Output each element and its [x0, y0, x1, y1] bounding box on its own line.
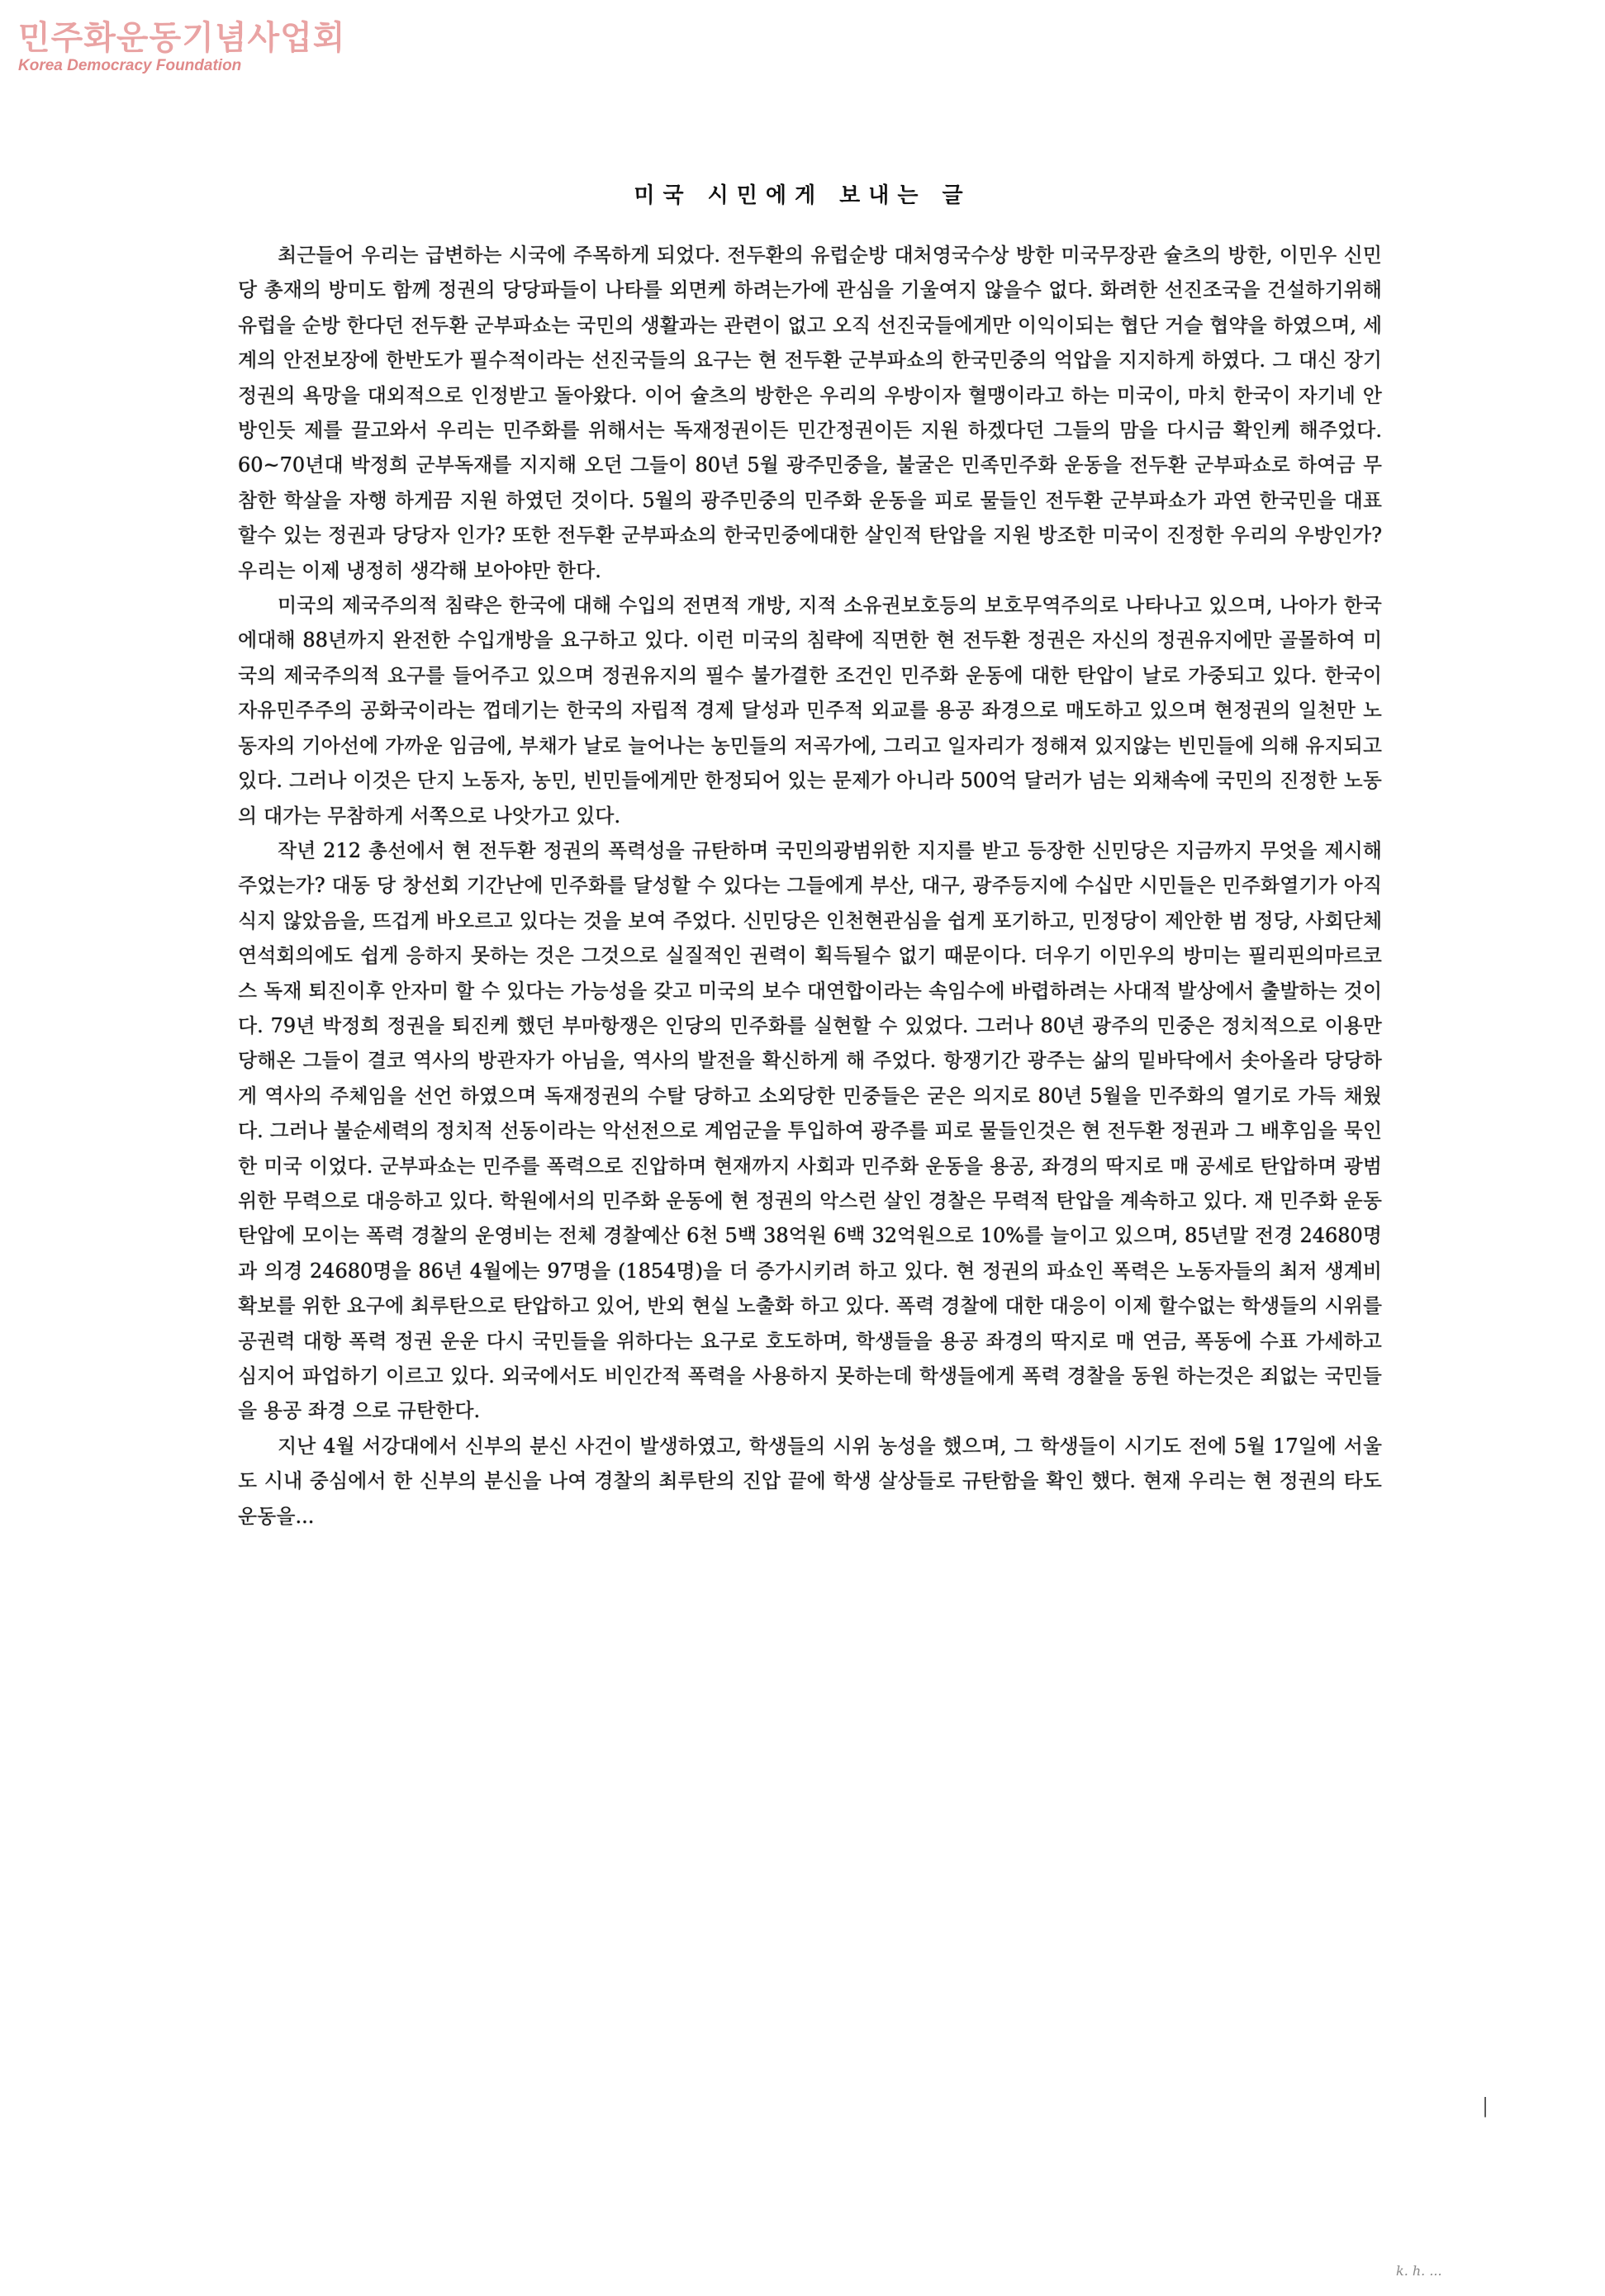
margin-mark: |	[1482, 2094, 1489, 2118]
document-title: 미국 시민에게 보내는 글	[634, 183, 971, 208]
paragraph-4: 지난 4월 서강대에서 신부의 분신 사건이 발생하였고, 학생들의 시위 농성을 했으며, 그 학생들이 시기도 전에 5월 17일에 서울도 시내 중심에서 한 신부의 분신을 나여 경찰의 최루탄의 진압 끝에 학생 살상들로 규탄함을 확인 했다. 현재 우리는 현 정권의 타도 운동을...	[238, 1434, 1382, 1528]
paragraph-3: 작년 212 총선에서 현 전두환 정권의 폭력성을 규탄하며 국민의광범위한 지지를 받고 등장한 신민당은 지금까지 무엇을 제시해주었는가? 대동 당 창선회 기간난에 민주화를 달성할 수 있다는 그들에게 부산, 대구, 광주등지에 수십만 시민들은 민주화열기가 아직 식지 않았음을, 뜨겁게 바오르고 있다는 것을 보여 주었다. 신민당은 인천현관심을 쉽게 포기하고, 민정당이 제안한 범 정당, 사회단체 연석회의에도 쉽게 응하지 못하는 것은 그것으로 실질적인 권력이 획득될수 없기 때문이다. 더우기 이민우의 방미는 필리핀의마르코스 독재 퇴진이후 안자미 할 수 있다는 가능성을 갖고 미국의 보수 대연합이라는 속임수에 바렵하려는 사대적 발상에서 출발하는 것이다. 79년 박정희 정권을 퇴진케 했던 부마항쟁은 인당의 민주화를 실현할 수 있었다. 그러나 80년 광주의 민중은 정치적으로 이용만 당해온 그들이 결코 역사의 방관자가 아님을, 역사의 발전을 확신하게 해 주었다. 항쟁기간 광주는 삶의 밑바닥에서 솟아올라 당당하게 역사의 주체임을 선언 하였으며 독재정권의 수탈 당하고 소외당한 민중들은 굳은 의지로 80년 5월을 민주화의 열기로 가득 채웠다. 그러나 불순세력의 정치적 선동이라는 악선전으로 계엄군을 투입하여 광주를 피로 물들인것은 현 전두환 정권과 그 배후임을 묵인한 미국 이었다. 군부파쇼는 민주를 폭력으로 진압하며 현재까지 사회과 민주화 운동을 용공, 좌경의 딱지로 매 공세로 탄압하며 광범위한 무력으로 대응하고 있다. 학원에서의 민주화 운동에 현 정권의 악스런 살인 경찰은 무력적 탄압을 계속하고 있다. 재 민주화 운동탄압에 모이는 폭력 경찰의 운영비는 전체 경찰예산 6천 5백 38억원 6백 32억원으로 10%를 늘이고 있으며, 85년말 전경 24680명과 의경 24680명을 86년 4월에는 97명을 (1854명)을 더 증가시키려 하고 있다. 현 정권의 파쇼인 폭력은 노동자들의 최저 생계비 확보를 위한 요구에 최루탄으로 탄압하고 있어, 반외 현실 노출화 하고 있다. 폭력 경찰에 대한 대응이 이제 할수없는 학생들의 시위를 공권력 대항 폭력 정권 운운 다시 국민들을 위하다는 요구로 호도하며, 학생들을 용공 좌경의 딱지로 매 연금, 폭동에 수표 가세하고 심지어 파업하기 이르고 있다. 외국에서도 비인간적 폭력을 사용하지 못하는데 학생들에게 폭력 경찰을 동원 하는것은 죄없는 국민들을 용공 좌경 으로 규탄한다.	[238, 838, 1382, 1423]
foundation-watermark	[18, 20, 345, 76]
paragraph-1: 최근들어 우리는 급변하는 시국에 주목하게 되었다. 전두환의 유럽순방 대처영국수상 방한 미국무장관 슐츠의 방한, 이민우 신민당 총재의 방미도 함께 정권의 당당파들이 나타를 외면케 하려는가에 관심을 기울여지 않을수 없다. 화려한 선진조국을 건설하기위해 유럽을 순방 한다던 전두환 군부파쇼는 국민의 생활과는 관련이 없고 오직 선진국들에게만 이익이되는 협단 거슬 협약을 하였으며, 세계의 안전보장에 한반도가 필수적이라는 선진국들의 요구는 현 전두환 군부파쇼의 한국민중의 억압을 지지하게 하였다. 그 대신 장기정권의 욕망을 대외적으로 인정받고 돌아왔다. 이어 슐츠의 방한은 우리의 우방이자 혈맹이라고 하는 미국이, 마치 한국이 자기네 안방인듯 제를 끌고와서 우리는 민주화를 위해서는 독재정권이든 민간정권이든 지원 하겠다던 그들의 맘을 다시금 확인케 해주었다. 60~70년대 박정희 군부독재를 지지해 오던 그들이 80년 5월 광주민중을, 불굴은 민족민주화 운동을 전두환 군부파쇼로 하여금 무참한 학살을 자행 하게끔 지원 하였던 것이다. 5월의 광주민중의 민주화 운동을 피로 물들인 전두환 군부파쇼가 과연 한국민을 대표 할수 있는 정권과 당당자 인가? 또한 전두환 군부파쇼의 한국민중에대한 살인적 탄압을 지원 방조한 미국이 진정한 우리의 우방인가? 우리는 이제 냉정히 생각해 보아야만 한다.	[238, 244, 1382, 582]
paragraph-2: 미국의 제국주의적 침략은 한국에 대해 수입의 전면적 개방, 지적 소유권보호등의 보호무역주의로 나타나고 있으며, 나아가 한국에대해 88년까지 완전한 수입개방을 요구하고 있다. 이런 미국의 침략에 직면한 현 전두환 정권은 자신의 정권유지에만 골몰하여 미국의 제국주의적 요구를 들어주고 있으며 정권유지의 필수 불가결한 조건인 민주화 운동에 대한 탄압이 날로 가중되고 있다. 한국이 자유민주주의 공화국이라는 껍데기는 한국의 자립적 경제 달성과 민주적 외교를 용공 좌경으로 매도하고 있으며 현정권의 일천만 노동자의 기아선에 가까운 임금에, 부채가 날로 늘어나는 농민들의 저곡가에, 그리고 일자리가 정해져 있지않는 빈민들에 의해 유지되고 있다. 그러나 이것은 단지 노동자, 농민, 빈민들에게만 한정되어 있는 문제가 아니라 500억 달러가 넘는 외채속에 국민의 진정한 노동의 대가는 무참하게 서쪽으로 나앗가고 있다.	[238, 594, 1382, 828]
watermark-korean: 민주화운동기념사업회	[18, 19, 346, 57]
watermark-english: Korea Democracy Foundation	[18, 57, 242, 74]
footer-scrawl: k. h. ...	[1396, 2263, 1442, 2279]
document-body	[238, 238, 1382, 1534]
